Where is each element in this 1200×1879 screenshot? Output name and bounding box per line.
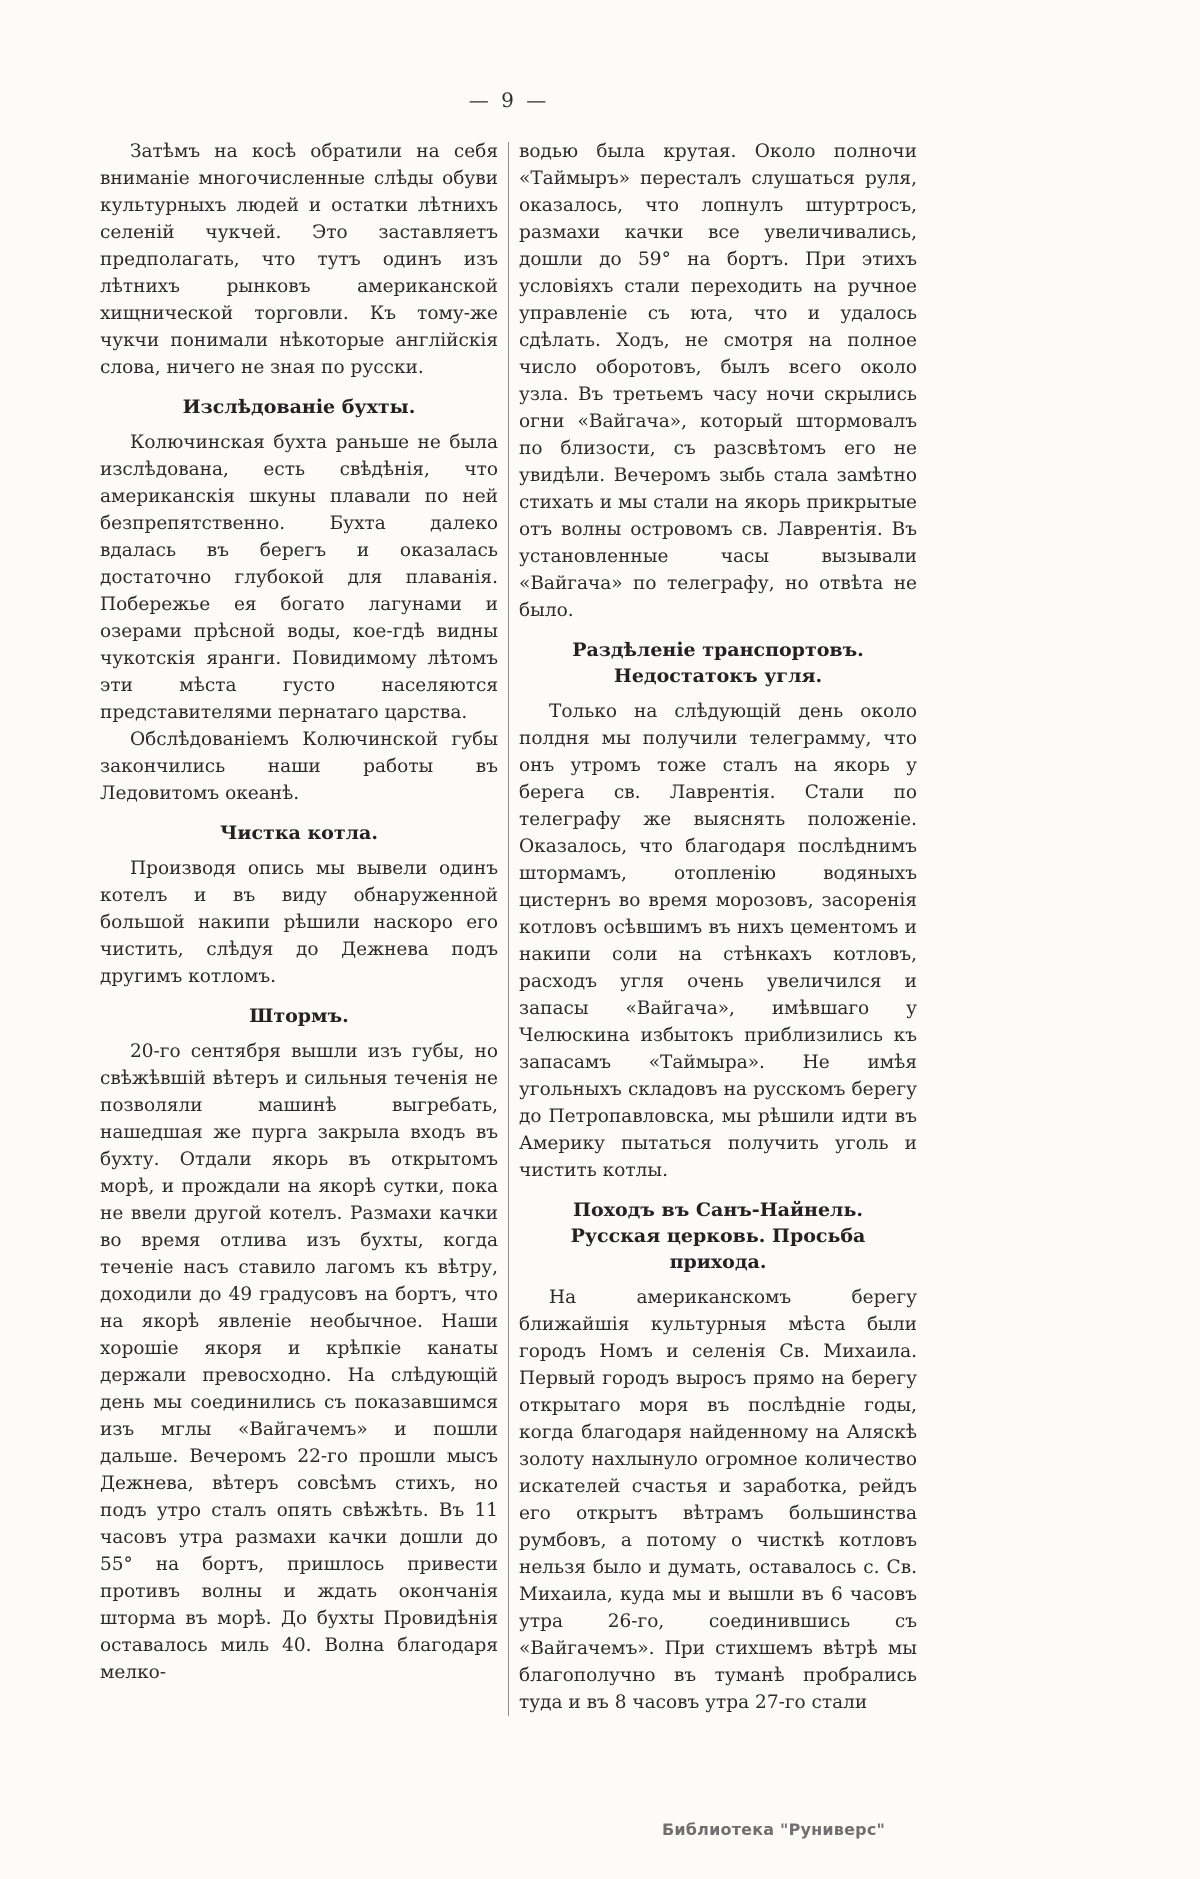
section-heading: Раздѣленіе транспортовъ. Недостатокъ угля. <box>572 639 864 687</box>
section-heading: Изслѣдованіе бухты. <box>182 396 416 418</box>
paragraph: На американскомъ берегу ближайшія культурныя мѣста были городъ Номъ и селенія Св. Михаила. Первый городъ выросъ прямо на берегу открытаго моря въ послѣдніе годы, когда благодаря найденному на Аляскѣ золоту нахлынуло огромное количество искателей счастья и заработка, рейдъ его открытъ вѣтрамъ большинства румбовъ, а потому о чисткѣ котловъ нельзя было и думать, оставалось с. Св. Михаила, куда мы и вышли въ 6 часовъ утра 26-го, соединившись съ «Вайгачемъ». При стихшемъ вѣтрѣ мы благополучно въ туманѣ пробрались туда и въ 8 часовъ утра 27-го стали <box>519 1287 917 1713</box>
paragraph: Затѣмъ на косѣ обратили на себя вниманіе многочисленные слѣды обуви культурныхъ людей и остатки лѣтнихъ селеній чукчей. Это заставляетъ предполагать, что тутъ одинъ изъ лѣтнихъ рынковъ американской хищнической торговли. Къ тому-же чукчи понимали нѣкоторые англійскія слова, ничего не зная по русски. <box>100 141 498 378</box>
paragraph: 20-го сентября вышли изъ губы, но свѣжѣвшій вѣтеръ и сильныя теченія не позволяли машинѣ выгребать, нашедшая же пурга закрыла входъ въ бухту. Отдали якорь въ открытомъ морѣ, и прождали на якорѣ сутки, пока не ввели другой котелъ. Размахи качки во время отлива изъ бухты, когда теченіе насъ ставило лагомъ къ вѣтру, доходили до 49 градусовъ на бортъ, что на якорѣ явленіе необычное. Наши хорошіе якоря и крѣпкіе канаты держали превосходно. На слѣдующій день мы соединились съ показавшимся изъ мглы «Вайгачемъ» и пошли дальше. Вечеромъ 22-го прошли мысъ Дежнева, вѣтеръ совсѣмъ стихъ, но подъ утро сталъ опять свѣжѣть. Въ 11 часовъ утра размахи качки дошли до 55° на бортъ, пришлось привести противъ волны и ждать окончанія шторма въ морѣ. До бухты Провидѣнія оставалось миль 40. Волна благодаря мелко- <box>100 1041 498 1683</box>
page-number: — 9 — <box>468 88 550 112</box>
right-column <box>519 138 917 1716</box>
section-heading: Чистка котла. <box>220 822 378 844</box>
library-watermark: Библиотека "Руниверс" <box>662 1820 886 1839</box>
paragraph: Только на слѣдующій день около полдня мы получили телеграмму, что онъ утромъ тоже сталъ на якорь у берега св. Лаврентія. Стали по телеграфу же выяснять положеніе. Оказалось, что благодаря послѣднимъ штормамъ, отопленію водяныхъ цистернъ во время морозовъ, засоренія котловъ осѣвшимъ въ нихъ цементомъ и накипи соли на стѣнкахъ котловъ, расходъ угля очень увеличился и запасы «Вайгача», имѣвшаго у Челюскина избытокъ приблизились къ запасамъ «Таймыра». Не имѣя угольныхъ складовъ на русскомъ берегу до Петропавловска, мы рѣшили идти въ Америку пытаться получить уголь и чистить котлы. <box>519 701 917 1181</box>
column-divider <box>508 142 509 1716</box>
section-heading: Походъ въ Санъ-Найнель. Русская церковь. Просьба прихода. <box>570 1199 866 1273</box>
two-column-text-block <box>100 138 918 1716</box>
paragraph: Производя опись мы вывели одинъ котелъ и въ виду обнаруженной большой накипи рѣшили наскоро его чистить, слѣдуя до Дежнева подъ другимъ котломъ. <box>100 858 498 987</box>
left-column <box>100 138 498 1716</box>
scanned-book-page <box>100 88 918 1716</box>
paragraph: Обслѣдованіемъ Колючинской губы закончились наши работы въ Ледовитомъ океанѣ. <box>100 729 498 804</box>
section-heading: Штормъ. <box>249 1005 349 1027</box>
paragraph-continuation: водью была крутая. Около полночи «Таймыръ» пересталъ слушаться руля, оказалось, что лопнулъ штуртросъ, размахи качки все увеличивались, дошли до 59° на бортъ. При этихъ условіяхъ стали переходить на ручное управленіе съ юта, что и удалось сдѣлать. Ходъ, не смотря на полное число оборотовъ, былъ всего около узла. Въ третьемъ часу ночи скрылись огни «Вайгача», который штормовалъ по близости, съ разсвѣтомъ его не увидѣли. Вечеромъ зыбь стала замѣтно стихать и мы стали на якорь прикрытые отъ волны островомъ св. Лаврентія. Въ установленные часы вызывали «Вайгача» по телеграфу, но отвѣта не было. <box>519 141 917 621</box>
paragraph: Колючинская бухта раньше не была изслѣдована, есть свѣдѣнія, что американскія шкуны плавали по ней безпрепятственно. Бухта далеко вдалась въ берегъ и оказалась достаточно глубокой для плаванія. Побережье ея богато лагунами и озерами прѣсной воды, кое-гдѣ видны чукотскія яранги. Повидимому лѣтомъ эти мѣста густо населяются представителями пернатаго царства. <box>100 432 498 723</box>
